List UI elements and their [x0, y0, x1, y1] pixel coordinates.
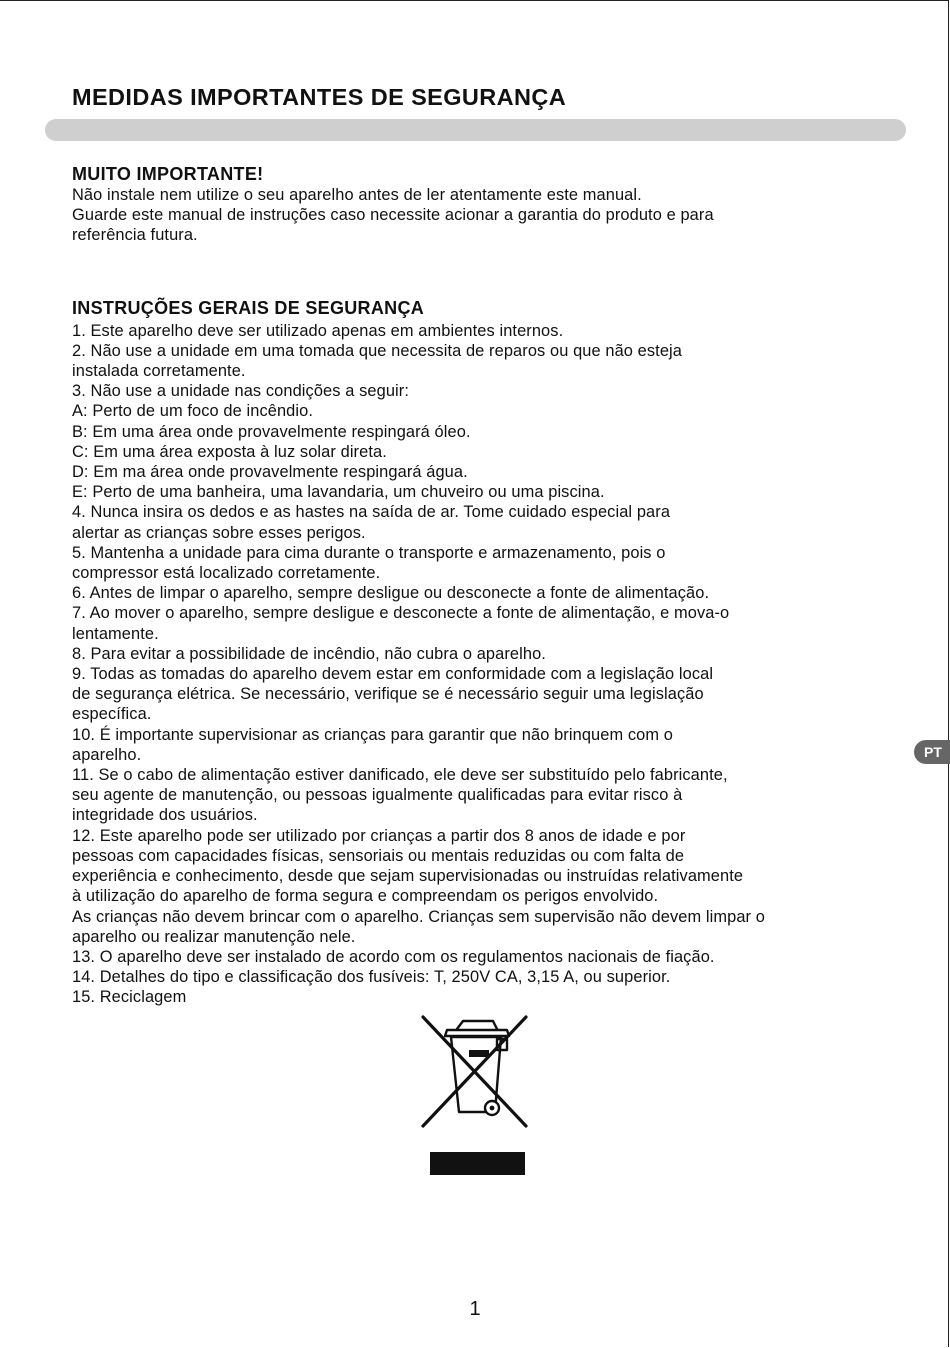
- instruction-line: 10. É importante supervisionar as crianças para garantir que não brinquem com o: [72, 725, 674, 744]
- instruction-line: de segurança elétrica. Se necessário, verifique se é necessário seguir uma legislação: [72, 685, 704, 704]
- instruction-line: pessoas com capacidades físicas, sensoriais ou mentais reduzidas ou com falta de: [72, 846, 685, 865]
- instruction-line: 9. Todas as tomadas do aparelho devem estar em conformidade com a legislação local: [72, 665, 714, 684]
- instruction-line: 14. Detalhes do tipo e classificação dos fusíveis: T, 250V CA, 3,15 A, ou superior.: [72, 968, 671, 987]
- page-title: MEDIDAS IMPORTANTES DE SEGURANÇA: [72, 84, 567, 110]
- page-number: 1: [469, 1298, 481, 1320]
- important-text: [72, 185, 902, 246]
- important-line: Não instale nem utilize o seu aparelho antes de ler atentamente este manual.: [72, 186, 642, 204]
- instruction-line: 3. Não use a unidade nas condições a seguir:: [72, 382, 409, 401]
- instruction-line: 12. Este aparelho pode ser utilizado por crianças a partir dos 8 anos de idade e por: [72, 826, 686, 845]
- crossed-out-wheelie-bin-icon: [417, 1012, 533, 1176]
- instruction-line: 5. Mantenha a unidade para cima durante o transporte e armazenamento, pois o: [72, 543, 666, 562]
- instruction-line: compressor está localizado corretamente.: [72, 564, 381, 583]
- instruction-line: 8. Para evitar a possibilidade de incêndio, não cubra o aparelho.: [72, 644, 546, 663]
- general-safety-list: [72, 321, 902, 1008]
- instruction-line: aparelho.: [72, 745, 142, 764]
- instruction-line: 13. O aparelho deve ser instalado de acordo com os regulamentos nacionais de fiação.: [72, 947, 715, 966]
- instruction-line: E: Perto de uma banheira, uma lavandaria, um chuveiro ou uma piscina.: [72, 483, 605, 502]
- title-underline-bar: [45, 119, 906, 141]
- important-heading: MUITO IMPORTANTE!: [72, 164, 264, 184]
- instruction-line: A: Perto de um foco de incêndio.: [72, 402, 314, 421]
- instruction-line: C: Em uma área exposta à luz solar direta.: [72, 442, 387, 461]
- instruction-line: 4. Nunca insira os dedos e as hastes na saída de ar. Tome cuidado especial para: [72, 503, 671, 522]
- instruction-line: 11. Se o cabo de alimentação estiver danificado, ele deve ser substituído pelo fabricante,: [72, 766, 728, 785]
- important-line: referência futura.: [72, 226, 198, 245]
- instruction-line: 2. Não use a unidade em uma tomada que necessita de reparos ou que não esteja: [72, 341, 683, 360]
- instruction-line: 6. Antes de limpar o aparelho, sempre desligue ou desconecte a fonte de alimentação.: [72, 584, 710, 603]
- instruction-line: D: Em ma área onde provavelmente respingará água.: [72, 463, 468, 482]
- instruction-line: específica.: [72, 705, 152, 724]
- instruction-line: B: Em uma área onde provavelmente respingará óleo.: [72, 422, 471, 441]
- instruction-line: 15. Reciclagem: [72, 988, 187, 1007]
- instruction-line: lentamente.: [72, 624, 159, 643]
- instruction-line: instalada corretamente.: [72, 362, 246, 381]
- instruction-line: seu agente de manutenção, ou pessoas igualmente qualificadas para evitar risco à: [72, 786, 683, 805]
- document-body: [72, 163, 902, 1008]
- important-line: Guarde este manual de instruções caso necessite acionar a garantia do produto e para: [72, 206, 714, 225]
- language-tab: PT: [914, 740, 950, 764]
- instruction-line: alertar as crianças sobre esses perigos.: [72, 523, 366, 542]
- instruction-line: As crianças não devem brincar com o aparelho. Crianças sem supervisão não devem limpar o: [72, 907, 765, 926]
- instruction-line: 1. Este aparelho deve ser utilizado apenas em ambientes internos.: [72, 321, 564, 340]
- instruction-line: integridade dos usuários.: [72, 806, 258, 825]
- instruction-line: à utilização do aparelho de forma segura e compreendam os perigos envolvido.: [72, 887, 659, 906]
- general-safety-heading: INSTRUÇÕES GERAIS DE SEGURANÇA: [72, 297, 425, 318]
- instruction-line: aparelho ou realizar manutenção nele.: [72, 927, 356, 946]
- instruction-line: experiência e conhecimento, desde que sejam supervisionadas ou instruídas relativamente: [72, 867, 744, 886]
- instruction-line: 7. Ao mover o aparelho, sempre desligue e desconecte a fonte de alimentação, e mova-o: [72, 604, 730, 623]
